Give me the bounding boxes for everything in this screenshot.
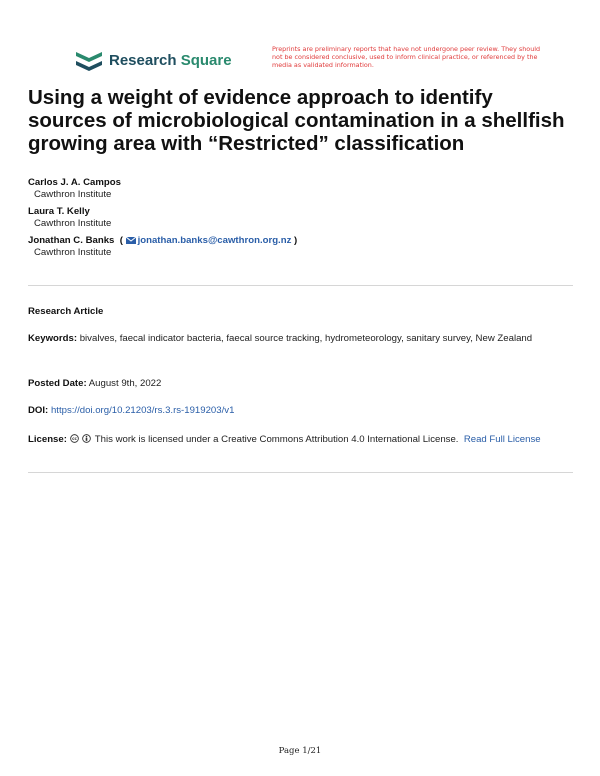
svg-text:cc: cc [71, 436, 77, 442]
author-name: Carlos J. A. Campos [28, 177, 121, 188]
paper-title: Using a weight of evidence approach to identify sources of microbiological contamination in a shellfish growing area with “Restricted” classification [28, 86, 565, 155]
keywords-value: bivalves, faecal indicator bacteria, faecal source tracking, hydrometeorology, sanitary survey, New Zealand [79, 333, 533, 344]
author-2 [28, 206, 573, 218]
creative-commons-icon [70, 434, 79, 443]
article-type [28, 304, 573, 319]
research-square-logo-icon [75, 49, 103, 71]
posted-date-label: Posted Date: [28, 378, 87, 389]
posted-date [28, 376, 573, 391]
author-email-link[interactable]: jonathan.banks@cawthron.org.nz [137, 235, 292, 246]
keywords-label: Keywords: [28, 333, 78, 344]
doi [28, 403, 573, 418]
preprint-disclaimer: Preprints are preliminary reports that have not undergone peer review. They should not be considered conclusive, used to inform clinical practice, or referenced by the media as validated information. [272, 45, 541, 69]
divider [28, 472, 573, 473]
author-list [28, 177, 573, 264]
read-full-license-link[interactable]: Read Full License [463, 434, 541, 446]
doi-link[interactable]: https://doi.org/10.21203/rs.3.rs-1919203/v1 [50, 405, 235, 416]
author-3 [28, 235, 573, 247]
article-type-label: Research Article [28, 306, 104, 317]
author-name: Jonathan C. Banks [28, 235, 115, 246]
logo-word-research: Research [109, 51, 177, 69]
research-square-logo[interactable] [75, 48, 232, 72]
logo-word-square: Square [180, 51, 232, 69]
cc-icons [70, 432, 93, 447]
license-label: License: [28, 434, 67, 446]
author-affiliation: Cawthron Institute [34, 189, 112, 200]
license [28, 432, 573, 447]
page-number: Page 1/21 [278, 746, 322, 756]
keywords [28, 331, 573, 346]
attribution-icon [82, 434, 91, 443]
author-1 [28, 177, 573, 189]
author-name: Laura T. Kelly [28, 206, 90, 217]
logo-text [109, 52, 232, 69]
email-wrap: ( jonathan.banks@cawthron.org.nz ) [117, 235, 298, 246]
posted-date-value: August 9th, 2022 [88, 378, 162, 389]
author-affiliation: Cawthron Institute [34, 218, 112, 229]
envelope-icon [126, 237, 136, 244]
author-affiliation: Cawthron Institute [34, 247, 112, 258]
doi-label: DOI: [28, 405, 49, 416]
license-text: This work is licensed under a Creative Commons Attribution 4.0 International License. [94, 434, 459, 446]
divider [28, 285, 573, 286]
